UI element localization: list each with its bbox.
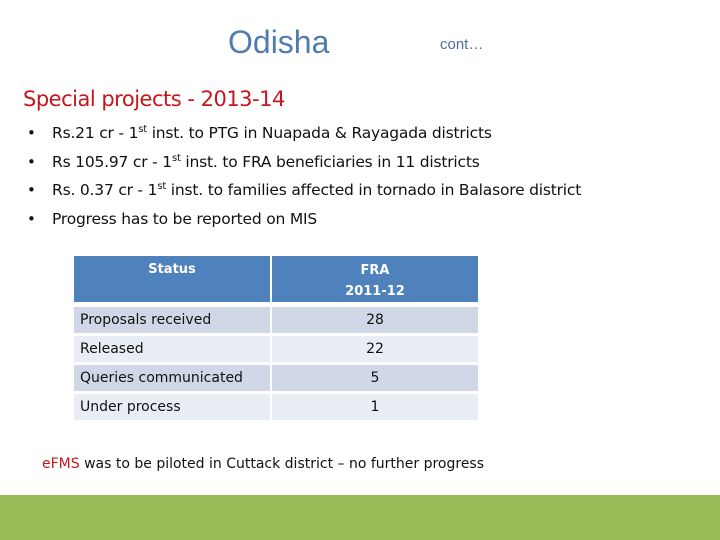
bullet-item [24, 148, 581, 177]
column-header-fra [272, 256, 478, 307]
bullet-text-pre: Rs. 0.37 cr - 1 [52, 181, 158, 199]
ordinal-suffix: st [171, 152, 181, 164]
status-cell: Queries communicated [74, 365, 272, 394]
fra-status-table [74, 256, 478, 423]
bullet-item [24, 119, 581, 148]
column-header-fra-year: 2011-12 [345, 284, 405, 299]
bullet-icon: • [27, 124, 36, 142]
value-cell: 1 [272, 394, 478, 423]
value-cell: 28 [272, 307, 478, 336]
status-cell: Under process [74, 394, 272, 423]
bullet-icon: • [27, 181, 36, 199]
value-cell: 5 [272, 365, 478, 394]
section-heading: Special projects - 2013-14 [23, 87, 285, 111]
bullet-text-post: inst. to PTG in Nuapada & Rayagada districts [146, 124, 492, 142]
slide-title: Odisha [228, 24, 330, 60]
column-header-fra-label: FRA [360, 263, 390, 278]
bullet-text-pre: Progress has to be reported on MIS [52, 209, 318, 228]
table-row [74, 336, 478, 365]
column-header-status: Status [74, 256, 272, 307]
table-row [74, 394, 478, 423]
status-cell: Released [74, 336, 272, 365]
value-cell: 22 [272, 336, 478, 365]
table-row [74, 365, 478, 394]
bullet-item [24, 205, 581, 234]
bullet-text-pre: Rs 105.97 cr - 1 [52, 152, 172, 171]
bullet-list [24, 119, 581, 233]
efms-highlight: eFMS [42, 456, 80, 472]
bullet-text-post: inst. to FRA beneficiaries in 11 districts [180, 152, 480, 171]
status-cell: Proposals received [74, 307, 272, 336]
bullet-icon: • [27, 209, 36, 228]
table-row [74, 307, 478, 336]
bullet-text-pre: Rs.21 cr - 1 [52, 124, 139, 142]
ordinal-suffix: st [138, 124, 147, 135]
continuation-label: cont… [440, 36, 484, 53]
bullet-item [24, 176, 581, 205]
ordinal-suffix: st [157, 181, 167, 192]
footer-band [0, 495, 720, 540]
bullet-text-post: inst. to families affected in tornado in Balasore district [166, 181, 582, 199]
note-text: was to be piloted in Cuttack district – no further progress [79, 456, 485, 472]
bullet-icon: • [27, 152, 36, 171]
efms-note [42, 454, 484, 474]
